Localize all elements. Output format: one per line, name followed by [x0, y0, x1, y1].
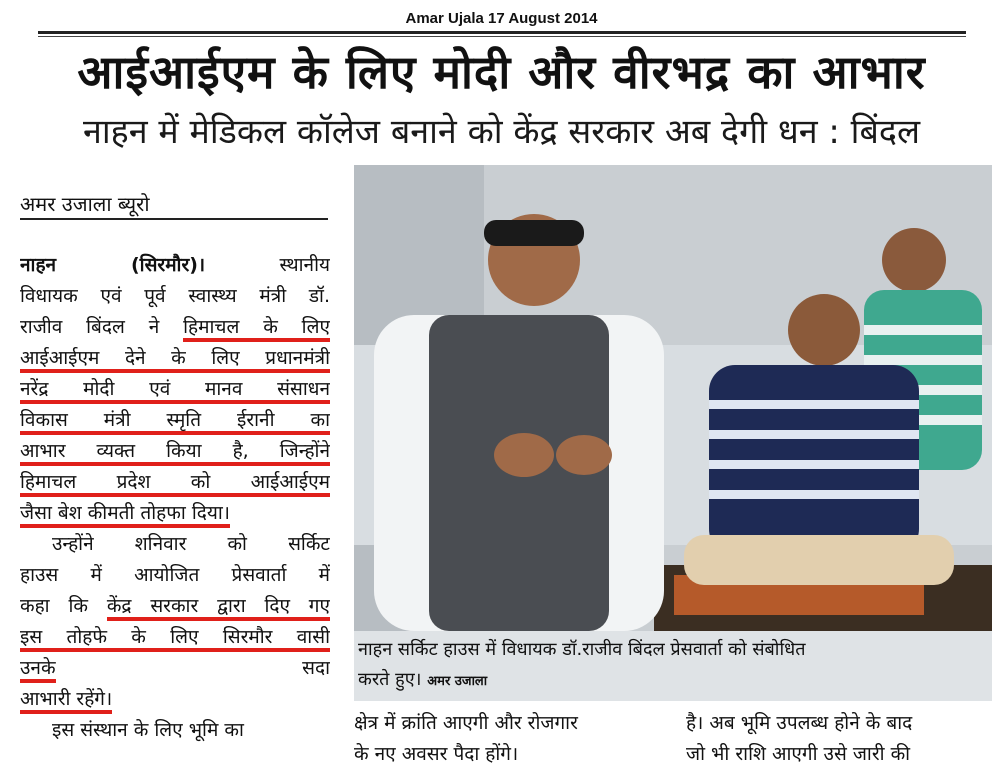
dateline-place: नाहन (सिरमौर)। [20, 254, 206, 276]
highlighted-text: जैसा बेश कीमती तोहफा दिया। [20, 502, 230, 528]
subheadline: नाहन में मेडिकल कॉलेज बनाने को केंद्र सरकार अब देगी धन : बिंदल [82, 112, 921, 152]
photo-stripe [864, 355, 982, 365]
photo-speaker-hair [484, 220, 584, 246]
photo-illustration [354, 165, 992, 631]
byline: अमर उजाला ब्यूरो [20, 192, 150, 216]
article-column-2 [354, 708, 672, 770]
article-line [20, 281, 330, 312]
caption-line: नाहन सर्किट हाउस में विधायक डॉ.राजीव बिंदल प्रेसवार्ता को संबोधित [358, 639, 806, 660]
article-line: के नए अवसर पैदा होंगे। [354, 743, 519, 765]
article-line [20, 653, 330, 684]
highlighted-text: नरेंद्र मोदी एवं मानव संसाधन [20, 378, 330, 404]
photo-stripe [709, 400, 919, 409]
article-line [20, 591, 330, 622]
article-line [20, 467, 330, 498]
article-text: स्थानीय [279, 254, 330, 276]
article-line [20, 343, 330, 374]
article-line: जो भी राशि आएगी उसे जारी की [686, 743, 911, 765]
photo-person-middle-trousers [684, 535, 954, 585]
highlighted-text: आईआईएम देने के लिए प्रधानमंत्री [20, 347, 330, 373]
highlighted-text: विकास मंत्री स्मृति ईरानी का [20, 409, 330, 435]
press-conference-photo [354, 165, 992, 631]
highlighted-text: हिमाचल प्रदेश को आईआईएम [20, 471, 330, 497]
header-rule [38, 31, 966, 34]
photo-stripe [864, 325, 982, 335]
article-text: कहा कि [20, 595, 88, 617]
highlighted-text: उनके [20, 657, 56, 683]
highlighted-text: हिमाचल के लिए [183, 316, 330, 342]
article-line: है। अब भूमि उपलब्ध होने के बाद [686, 712, 913, 734]
article-column-3 [686, 708, 992, 770]
highlighted-text: इस तोहफे के लिए सिरमौर वासी [20, 626, 330, 652]
article-line [20, 560, 330, 591]
highlighted-text: केंद्र सरकार द्वारा दिए गए [107, 595, 330, 621]
newspaper-source-line: Amar Ujala 17 August 2014 [405, 10, 598, 27]
photo-caption [354, 631, 992, 701]
header-rule-thin [38, 36, 966, 37]
article-line [20, 312, 330, 343]
photo-person-right-head [882, 228, 946, 292]
article-text: हाउस में आयोजित प्रेसवार्ता में [20, 564, 330, 586]
caption-line [358, 667, 487, 691]
photo-credit: अमर उजाला [427, 674, 488, 689]
photo-speaker-hand [494, 433, 554, 477]
photo-person-middle-head [788, 294, 860, 366]
article-line [20, 405, 330, 436]
article-line: क्षेत्र में क्रांति आएगी और रोजगार [354, 712, 578, 734]
highlighted-text: आभार व्यक्त किया है, जिन्होंने [20, 440, 330, 466]
article-text: विधायक एवं पूर्व स्वास्थ्य मंत्री डॉ. [20, 285, 330, 307]
photo-stripe [709, 490, 919, 499]
article-line [20, 529, 330, 560]
caption-text: करते हुए। [358, 669, 422, 690]
photo-stripe [709, 460, 919, 469]
article-line [20, 250, 330, 281]
article-text: इस संस्थान के लिए भूमि का [52, 719, 244, 741]
article-line [20, 436, 330, 467]
photo-speaker-hand [556, 435, 612, 475]
article-line [20, 374, 330, 405]
highlighted-text: आभारी रहेंगे। [20, 688, 112, 714]
article-line [20, 684, 330, 715]
byline-rule [20, 218, 328, 220]
article-line [20, 715, 330, 746]
article-text: राजीव बिंदल ने [20, 316, 160, 338]
highlighted-text: सदा [302, 653, 330, 684]
article-line [20, 622, 330, 653]
article-line [20, 498, 330, 529]
article-text: उन्होंने शनिवार को सर्किट [52, 533, 330, 555]
photo-stripe [709, 430, 919, 439]
article-column-1 [20, 250, 330, 746]
headline: आईआईएम के लिए मोदी और वीरभद्र का आभार [77, 45, 926, 99]
